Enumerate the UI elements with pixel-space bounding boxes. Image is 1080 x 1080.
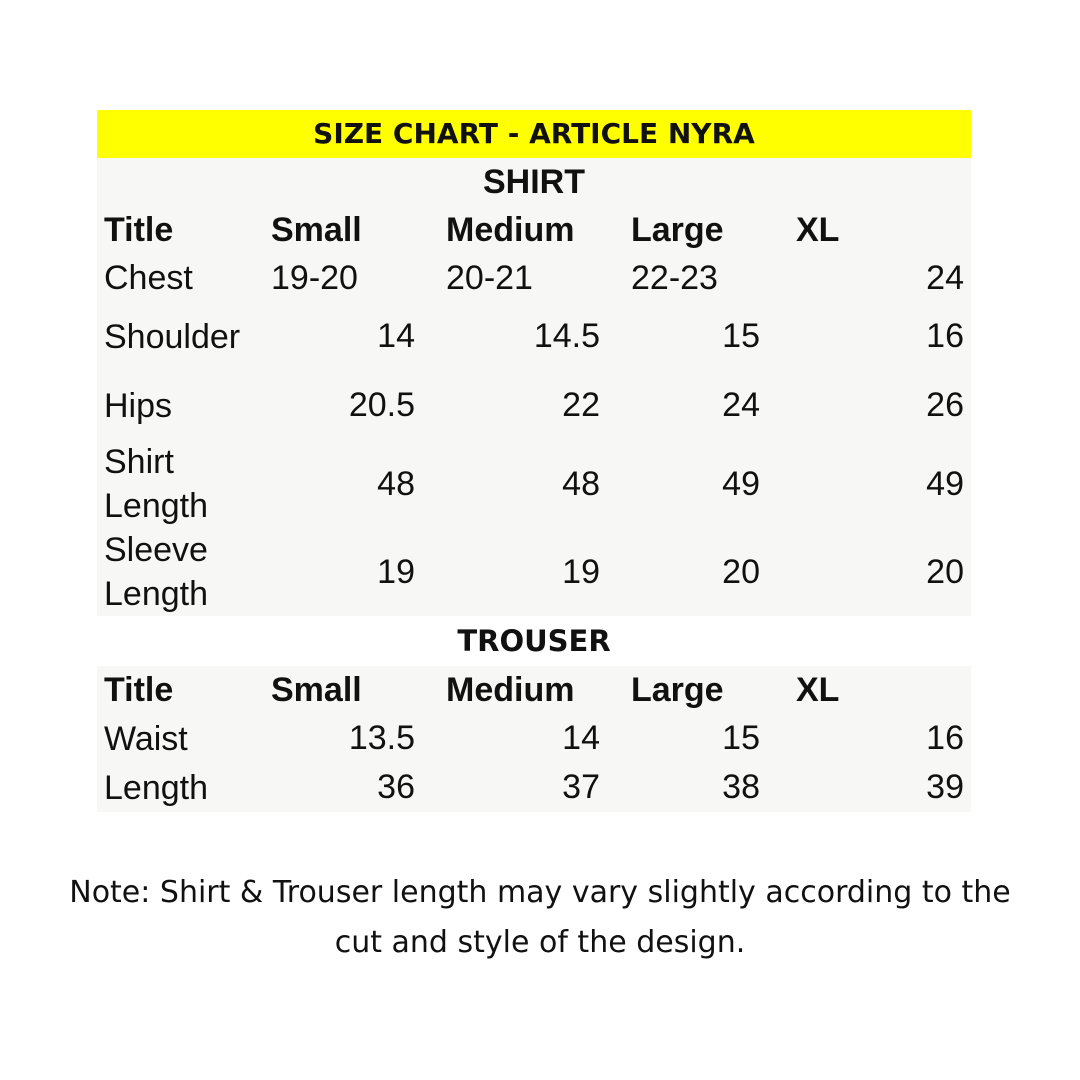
- row-label: Shoulder: [104, 317, 241, 356]
- cell-large: 24: [722, 386, 760, 424]
- table-row: [97, 254, 971, 302]
- cell-large: 15: [722, 317, 760, 355]
- header-xl: XL: [796, 210, 840, 249]
- row-label: Shirt Length: [104, 443, 208, 525]
- header-medium: Medium: [446, 210, 575, 249]
- cell-xl: 49: [926, 464, 964, 503]
- row-label: Hips: [104, 386, 173, 425]
- cell-large: 20: [722, 552, 760, 591]
- shirt-table: [97, 206, 971, 616]
- table-row: [97, 302, 971, 371]
- cell-medium: 14: [562, 719, 600, 757]
- header-title: Title: [104, 671, 174, 709]
- table-row: [97, 371, 971, 440]
- cell-medium: 20-21: [446, 258, 533, 297]
- cell-xl: 24: [926, 258, 964, 297]
- cell-medium: 22: [562, 386, 600, 424]
- cell-small: 13.5: [348, 719, 415, 757]
- table-row: [97, 763, 971, 812]
- trouser-panel: [97, 666, 971, 812]
- cell-small: 19: [377, 552, 415, 591]
- table-row: [97, 440, 971, 528]
- cell-xl: 26: [926, 386, 964, 424]
- header-small: Small: [271, 210, 362, 249]
- cell-small: 14: [377, 317, 415, 355]
- shirt-header-row: [97, 206, 971, 254]
- header-large: Large: [631, 210, 724, 249]
- header-title: Title: [104, 211, 174, 249]
- trouser-section-title: TROUSER: [97, 616, 971, 666]
- header-small: Small: [271, 670, 362, 709]
- cell-xl: 16: [926, 317, 964, 355]
- cell-large: 22-23: [631, 258, 718, 297]
- header-large: Large: [631, 670, 724, 709]
- table-row: [97, 528, 971, 616]
- cell-large: 38: [722, 768, 760, 806]
- cell-medium: 37: [562, 768, 600, 806]
- cell-small: 48: [377, 464, 415, 503]
- shirt-panel: [97, 158, 971, 616]
- trouser-header-row: [97, 666, 971, 714]
- table-row: [97, 714, 971, 763]
- cell-xl: 20: [926, 552, 964, 591]
- cell-xl: 16: [926, 719, 964, 757]
- trouser-table: [97, 666, 971, 812]
- header-medium: Medium: [446, 670, 575, 709]
- cell-large: 15: [722, 719, 760, 757]
- cell-large: 49: [722, 464, 760, 503]
- chart-title: SIZE CHART - ARTICLE NYRA: [97, 110, 971, 158]
- cell-medium: 19: [562, 552, 600, 591]
- cell-medium: 14.5: [533, 317, 600, 355]
- size-chart: [97, 110, 971, 812]
- header-xl: XL: [796, 670, 840, 709]
- row-label: Length: [104, 768, 208, 807]
- row-label: Sleeve Length: [104, 531, 208, 613]
- cell-medium: 48: [562, 464, 600, 503]
- cell-small: 36: [377, 768, 415, 806]
- cell-xl: 39: [926, 768, 964, 806]
- row-label: Chest: [104, 259, 193, 297]
- size-note: Note: Shirt & Trouser length may vary slightly according to the cut and style of the design.: [69, 875, 1011, 960]
- row-label: Waist: [104, 719, 188, 758]
- cell-small: 19-20: [271, 258, 358, 297]
- shirt-section-title: SHIRT: [483, 163, 585, 201]
- cell-small: 20.5: [348, 386, 415, 424]
